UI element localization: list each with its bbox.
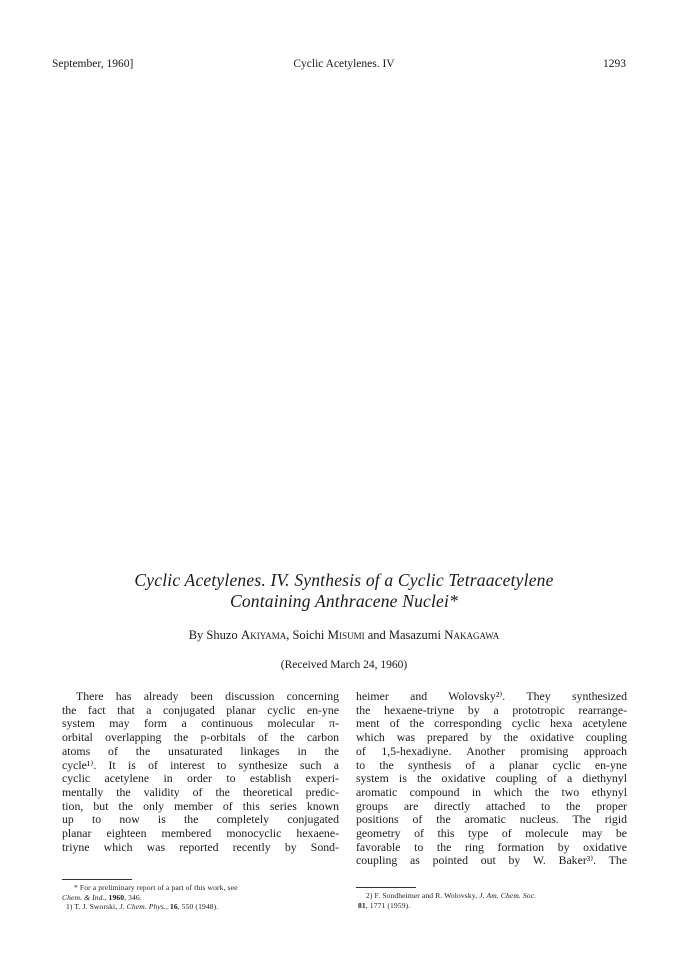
footnote-star: * For a preliminary report of a part of this work, see Chem. & Ind., 1960, 346. <box>62 883 238 902</box>
body-line: orbital overlapping the p-orbitals of the carbon <box>62 730 339 745</box>
footnote-star-year: 1960 <box>108 892 125 902</box>
body-line: triyne which was reported recently by Sond- <box>62 839 339 854</box>
received-date: (Received March 24, 1960) <box>280 659 408 671</box>
body-line: favorable to the ring formation by oxidative <box>356 839 627 854</box>
body-line: aromatic compound in which the two ethynyl <box>356 784 627 799</box>
author-separator-2: and Masazumi <box>364 628 445 642</box>
footnotes-right <box>358 891 624 910</box>
body-line: the fact that a conjugated planar cyclic en-yne <box>62 702 339 717</box>
body-line: to the synthesis of a planar cyclic en-yne <box>356 757 627 772</box>
footnote-2-authors: 2) F. Sondheimer and R. Wolovsky, <box>366 891 480 900</box>
body-line: coupling as pointed out by W. Baker³⁾. The <box>356 853 627 868</box>
footnote-1-journal: J. Chem. Phys. <box>119 902 166 912</box>
footnote-star-text: * For a preliminary report of a part of this work, see <box>74 883 238 892</box>
body-line: of 1,5-hexadiyne. Another promising approach <box>356 743 627 758</box>
body-line: which was prepared by the oxidative coupling <box>356 730 627 745</box>
body-line: cycle¹⁾. It is of interest to synthesize such a <box>62 757 339 772</box>
body-column-right <box>356 690 627 868</box>
footnote-2-volume: 81 <box>358 900 366 910</box>
body-line: system is the oxidative coupling of a diethynyl <box>356 771 627 786</box>
author-separator-1: , Soichi <box>286 628 328 642</box>
footnote-1-authors: 1) T. J. Sworski, <box>66 902 120 912</box>
article-title-line-1: Cyclic Acetylenes. IV. Synthesis of a Cyclic Tetraacetylene <box>134 570 554 590</box>
footnote-1: 1) T. J. Sworski, J. Chem. Phys., 16, 550 (1948). <box>66 902 219 912</box>
footnote-rule-right <box>356 887 416 888</box>
body-line: planar eighteen membered monocyclic hexaene- <box>62 826 339 841</box>
running-header-date: September, 1960] <box>52 58 134 70</box>
author-surname-3: Nakagawa <box>444 627 500 642</box>
article-title-line-2: Containing Anthracene Nuclei* <box>229 591 459 611</box>
footnotes-left <box>62 883 334 912</box>
running-header-title: Cyclic Acetylenes. IV <box>293 58 395 70</box>
footnote-2-rest: , 1771 (1959). <box>365 900 411 910</box>
body-line: geometry of this type of molecule may be <box>356 826 627 841</box>
body-line: heimer and Wolovsky²⁾. They synthesized <box>356 689 627 703</box>
author-surname-2: Misumi <box>327 627 365 642</box>
body-line: ment of the corresponding cyclic hexa acetylene <box>356 716 627 731</box>
author-line <box>0 627 688 643</box>
footnote-star-page: , 346. <box>124 892 142 902</box>
body-line: the hexaene-triyne by a prototropic rearrange- <box>356 702 627 717</box>
body-column-left <box>62 690 339 854</box>
footnote-rule-left <box>62 879 132 880</box>
footnote-star-journal: Chem. & Ind. <box>62 892 105 902</box>
body-line: atoms of the unsaturated linkages in the <box>62 743 339 758</box>
body-line: tion, but the only member of this series known <box>62 798 339 813</box>
article-title <box>60 570 628 612</box>
body-line: mentally the validity of the theoretical predic- <box>62 784 339 799</box>
body-line: groups are directly attached to the proper <box>356 798 627 813</box>
footnote-2-journal: J. Am. Chem. Soc. <box>479 891 537 900</box>
page-number: 1293 <box>603 58 626 70</box>
body-line: There has already been discussion concerning <box>76 689 339 703</box>
body-line: positions of the aromatic nucleus. The rigid <box>356 812 627 827</box>
body-line: up to now is the completely conjugated <box>62 812 339 827</box>
body-line: cyclic acetylene in order to establish experi- <box>62 771 339 786</box>
footnote-2 <box>358 891 624 910</box>
footnote-1-rest: , 550 (1948). <box>177 902 219 912</box>
body-line: system may form a continuous molecular π- <box>62 716 339 731</box>
author-by: By Shuzo <box>188 628 241 642</box>
author-surname-1: Akiyama <box>240 627 287 642</box>
footnote-1-volume: 16 <box>169 902 178 912</box>
